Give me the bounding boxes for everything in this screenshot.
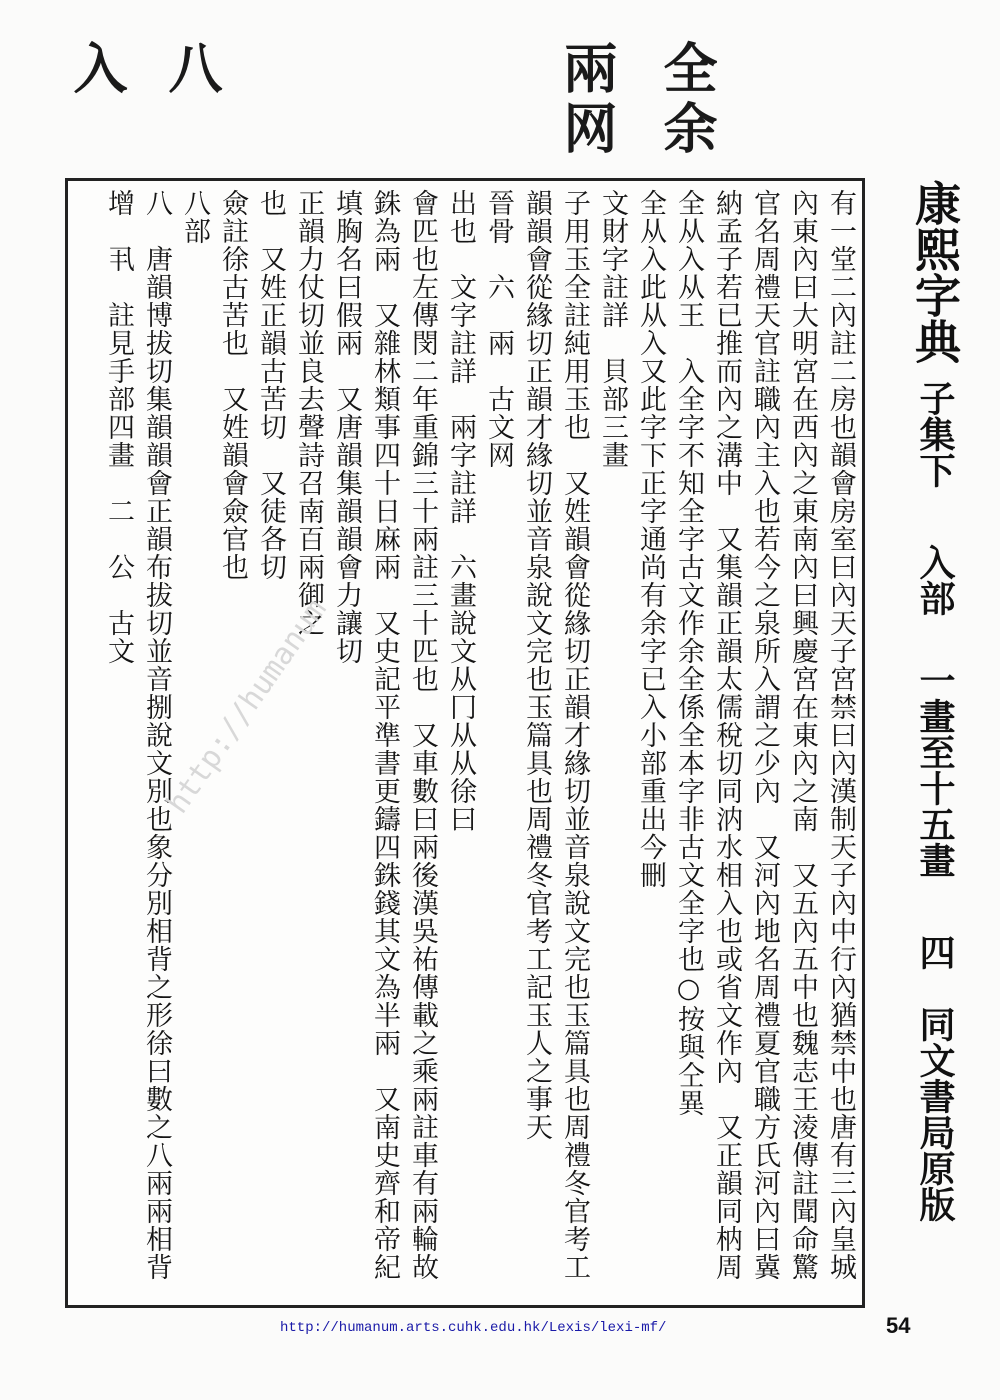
text-column: 銖為兩 又雜林類事四十日麻兩 又史記平準書更鑄四銖錢其文為半兩 又南史齊和帝紀 (369, 189, 400, 1281)
text-column: 會匹也左傳閔二年重錦三十兩註三十匹也 又車數曰兩後漢吳祐傳載之乘兩註車有兩輪故 (407, 189, 438, 1281)
text-column: 增 丮 註見手部四畫 二 公 古文 (103, 189, 134, 665)
text-column: 正韻力仗切並良去聲詩召南百兩御之 (293, 189, 324, 637)
text-column: 文財字註詳 貝部三畫 (597, 189, 628, 469)
text-column: 有一堂二內註二房也韻會房室曰內天子宮禁曰內漢制天子內中行內猶禁中也唐有三內皇城 (825, 189, 856, 1281)
text-column: 全从入从王 入全字不知全字古文作余全係全本字非古文全字也○按與仝異 (673, 189, 704, 1117)
volume-label: 四 (914, 934, 956, 971)
seal-character: 入 (65, 40, 129, 94)
text-column: 納孟子若已推而內之溝中 又集韻正韻太儒稅切同汭水相入也或省文作內 又正韻同枘周 (711, 189, 742, 1281)
source-url[interactable]: http://humanum.arts.cuhk.edu.hk/Lexis/lexi-mf/ (280, 1320, 667, 1336)
text-column: 八部 (179, 189, 210, 245)
seal-character: 兩 (555, 40, 619, 94)
text-column: 也 又姓正韻古苦切 又徒各切 (255, 189, 286, 581)
text-frame (65, 178, 865, 1308)
book-title: 康熙字典 (908, 180, 962, 364)
page-number: 54 (886, 1313, 911, 1338)
seal-character: 全 (655, 40, 719, 94)
header-column (885, 180, 965, 1300)
seal-character: 八 (160, 40, 224, 94)
text-column: 內東內曰大明宮在西內之東南內曰興慶宮在東內之南 又五內五中也魏志王淩傳註聞命驚 (787, 189, 818, 1281)
seal-character: 网 (555, 100, 619, 154)
text-column: 官名周禮天官註職內主入也若今之泉所入謂之少內 又河內地名周禮夏官職方氏河內曰冀 (749, 189, 780, 1281)
text-column (60, 189, 100, 1289)
collection-label: 子集下 (914, 380, 956, 489)
text-column: 僉註徐古苦也 又姓韻會僉官也 (217, 189, 248, 581)
text-column: 填胸名曰假兩 又唐韻集韻韻會力讓切 (331, 189, 362, 665)
text-column: 子用玉全註純用玉也 又姓韻會從緣切正韻才緣切並音泉說文完也玉篇具也周禮冬官考工 (559, 189, 590, 1281)
text-column: 八 唐韻博拔切集韻韻會正韻布拔切並音捌說文別也象分別相背之形徐曰數之八兩兩相背 (141, 189, 172, 1281)
seal-character: 余 (655, 100, 719, 154)
text-column: 出也 文字註詳 兩字註詳 六畫說文从冂从从徐曰 (445, 189, 476, 833)
text-column: 韻韻會從緣切正韻才緣切並音泉說文完也玉篇具也周禮冬官考工記玉人之事天 (521, 189, 552, 1141)
publisher-label: 同文書局原版 (914, 1006, 956, 1223)
text-column: 晉骨 六 兩 古文网 (483, 189, 514, 469)
seal-script-row (60, 40, 940, 170)
radical-label: 入部 (914, 544, 956, 617)
watermark-text: http://humanum (160, 592, 334, 821)
text-column: 全从入此从入又此字下正字通尚有余字已入小部重出今刪 (635, 189, 666, 889)
stroke-range-label: 一畫至十五畫 (914, 662, 956, 879)
